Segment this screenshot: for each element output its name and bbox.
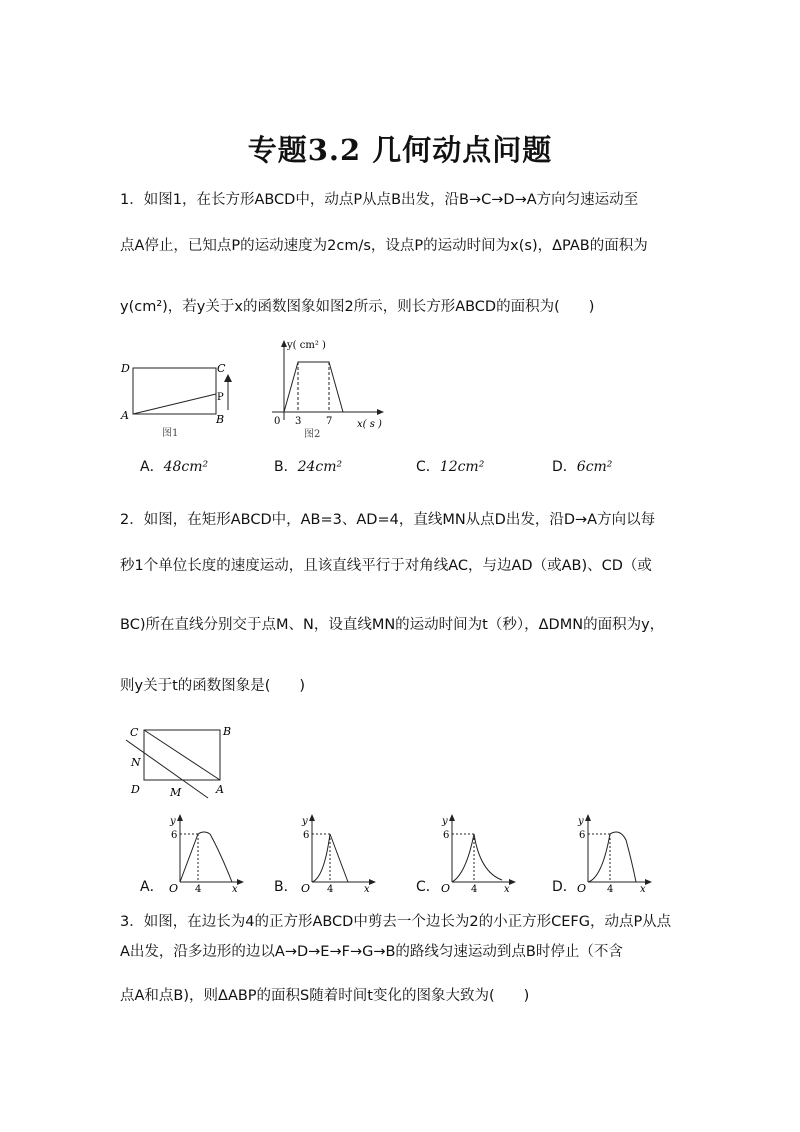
q3-line-1: 3．如图，在边长为4的正方形ABCD中剪去一个边长为2的小正方形CEFG，动点P从点 [120, 914, 672, 930]
q1-line-1: 1．如图1，在长方形ABCD中，动点P从点B出发，沿B→C→D→A方向匀速运动至 [120, 192, 639, 208]
q1-figure-2 [262, 338, 392, 443]
svg-text:6: 6 [171, 830, 178, 841]
fig2-caption: 图2 [304, 429, 321, 440]
svg-text:x: x [504, 884, 510, 895]
svg-text:O: O [169, 882, 179, 895]
label-d: D [121, 362, 130, 375]
label-a: A [121, 409, 129, 422]
label-b: B [223, 725, 232, 738]
fig1-caption: 图1 [162, 428, 179, 439]
q2-graph-b[interactable] [292, 812, 382, 895]
svg-text:6: 6 [579, 830, 586, 841]
tick-7: 7 [326, 416, 333, 427]
q2-option-d[interactable]: D． [552, 879, 577, 895]
q1-option-a[interactable]: A．48cm² [140, 459, 209, 475]
q2-line-1: 2．如图，在矩形ABCD中，AB=3、AD=4，直线MN从点D出发，沿D→A方向以每 [120, 512, 656, 528]
svg-text:4: 4 [471, 884, 478, 895]
q1-option-c[interactable]: C．12cm² [416, 459, 485, 475]
q2-option-a[interactable]: A． [140, 879, 164, 895]
x-arrow-icon [377, 409, 384, 415]
x-axis-label: x( s ) [357, 419, 382, 430]
svg-text:4: 4 [195, 884, 202, 895]
svg-text:x: x [232, 884, 238, 895]
label-c: C [130, 726, 139, 739]
svg-text:4: 4 [607, 884, 614, 895]
label-m: M [170, 786, 182, 799]
label-a: A [216, 783, 224, 796]
q3-line-3: 点A和点B)，则ΔABP的面积S随着时间t变化的图象大致为( ) [120, 988, 530, 1004]
q2-line-4: 则y关于t的函数图象是( ) [120, 678, 306, 694]
graph-line [284, 362, 343, 412]
q2-option-b[interactable]: B． [274, 879, 298, 895]
y-axis-label: y( cm² ) [287, 340, 326, 351]
label-n: N [131, 756, 141, 769]
svg-text:x: x [640, 884, 646, 895]
svg-text:y: y [442, 816, 448, 827]
label-d: D [131, 783, 140, 796]
segment-ap [133, 394, 216, 414]
arrow-up-icon [224, 374, 232, 382]
svg-text:6: 6 [303, 830, 310, 841]
q2-line-3: BC)所在直线分别交于点M、N，设直线MN的运动时间为t（秒），ΔDMN的面积为y， [120, 617, 665, 633]
svg-text:4: 4 [327, 884, 334, 895]
q1-figure-1 [118, 360, 248, 440]
diagonal-ac [144, 730, 220, 780]
q2-graph-a[interactable] [160, 812, 250, 895]
label-b: B [216, 413, 225, 426]
svg-text:x: x [364, 884, 370, 895]
q1-option-b[interactable]: B．24cm² [274, 459, 343, 475]
svg-text:y: y [302, 816, 308, 827]
svg-text:O: O [441, 882, 451, 895]
q3-line-2: A出发，沿多边形的边以A→D→E→F→G→B的路线匀速运动到点B时停止（不含 [120, 944, 623, 960]
label-p: P [217, 392, 224, 403]
svg-text:y: y [578, 816, 584, 827]
q2-graph-d[interactable] [568, 812, 658, 895]
origin-label: 0 [274, 416, 281, 427]
svg-text:O: O [577, 882, 587, 895]
q2-line-2: 秒1个单位长度的速度运动，且该直线平行于对角线AC，与边AD（或AB)、CD（或 [120, 558, 652, 574]
tick-3: 3 [295, 416, 302, 427]
svg-text:O: O [301, 882, 311, 895]
q1-option-d[interactable]: D．6cm² [552, 459, 613, 475]
q1-line-2: 点A停止，已知点P的运动速度为2cm/s，设点P的运动时间为x(s)，ΔPAB的面积为 [120, 238, 648, 254]
svg-text:y: y [170, 816, 176, 827]
q1-line-3: y(cm²)，若y关于x的函数图象如图2所示，则长方形ABCD的面积为( ) [120, 299, 595, 315]
q2-graph-c[interactable] [432, 812, 522, 895]
page-title: 专题3.2 几何动点问题 [247, 133, 553, 167]
q2-option-c[interactable]: C． [416, 879, 440, 895]
rectangle-abcd [133, 368, 216, 414]
label-c: C [217, 362, 226, 375]
q2-figure [120, 722, 240, 802]
svg-text:6: 6 [443, 830, 450, 841]
